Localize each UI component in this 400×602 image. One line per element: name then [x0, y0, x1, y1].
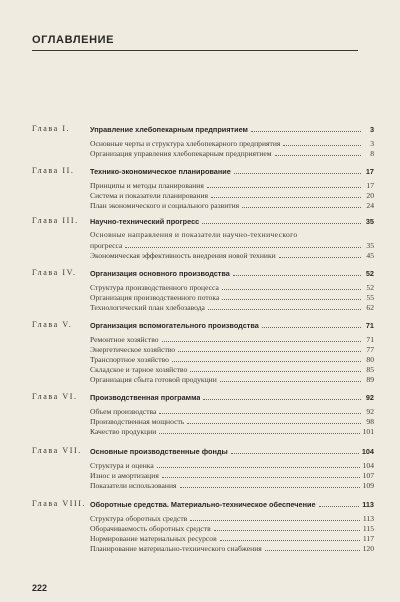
- section-text: Организация сбыта готовой продукции: [90, 375, 217, 384]
- page-ref: 35: [366, 241, 374, 250]
- page-ref: 109: [362, 481, 374, 490]
- dot-leader: [234, 173, 361, 174]
- dot-leader: [208, 309, 361, 310]
- section-entry[interactable]: [90, 250, 374, 260]
- section-text: Складское и тарное хозяйство: [90, 365, 188, 374]
- section-entry[interactable]: [90, 334, 374, 344]
- section-entry[interactable]: [90, 148, 374, 158]
- page-ref: 3: [370, 139, 374, 148]
- heading-text: Производственная программа: [90, 393, 201, 402]
- dot-leader: [283, 145, 361, 146]
- dot-leader: [157, 467, 360, 468]
- section-text: Структура оборотных средств: [90, 514, 188, 523]
- dot-leader: [159, 433, 359, 434]
- section-text: Нормирование материальных ресурсов: [90, 534, 217, 543]
- chapter-heading[interactable]: [90, 166, 374, 176]
- heading-text: Управление хлебопекарным предприятием: [90, 125, 248, 134]
- section-entry[interactable]: [90, 480, 374, 490]
- page-ref: 17: [366, 181, 374, 190]
- section-text: План экономического и социального развития: [90, 201, 240, 210]
- page-ref: 89: [366, 375, 374, 384]
- chapter-label: Глава V.: [32, 320, 73, 329]
- section-text: Планирование материально-технического снабжения: [90, 544, 262, 553]
- heading-text: Оборотные средства. Материально-техническое обеспечение: [90, 500, 316, 509]
- section-entry[interactable]: [90, 282, 374, 292]
- dot-leader: [172, 361, 361, 362]
- page-ref: 71: [365, 321, 374, 330]
- dot-leader: [125, 247, 361, 248]
- section-entry[interactable]: [90, 470, 374, 480]
- section-text: Организация производственного потока: [90, 293, 220, 302]
- page-ref: 20: [366, 191, 374, 200]
- page-ref: 52: [365, 269, 374, 278]
- section-text: Технологический план хлебозавода: [90, 303, 205, 312]
- dot-leader: [207, 187, 361, 188]
- section-text: Структура производственного процесса: [90, 283, 219, 292]
- section-text: Система и показатели планирования: [90, 191, 209, 200]
- dot-leader: [279, 257, 361, 258]
- heading-text: Технико-экономическое планирование: [90, 167, 231, 176]
- heading-text: Научно-технический прогресс: [90, 217, 200, 226]
- page-ref: 85: [366, 365, 374, 374]
- chapter-heading[interactable]: [90, 216, 374, 226]
- page-ref: 71: [366, 335, 374, 344]
- dot-leader: [275, 155, 361, 156]
- dot-leader: [190, 371, 361, 372]
- section-entry[interactable]: [90, 292, 374, 302]
- section-entry[interactable]: [90, 374, 374, 384]
- page-ref: 80: [366, 355, 374, 364]
- heading-text: Организация вспомогательного производства: [90, 321, 259, 330]
- chapter-heading[interactable]: [90, 499, 374, 509]
- dot-leader: [319, 506, 360, 507]
- section-entry[interactable]: [90, 533, 374, 543]
- section-entry[interactable]: [90, 364, 374, 374]
- section-entry[interactable]: [90, 200, 374, 210]
- section-text: Транспортное хозяйство: [90, 355, 169, 364]
- dot-leader: [159, 413, 361, 414]
- page-ref: 55: [366, 293, 374, 302]
- section-entry[interactable]: [90, 406, 374, 416]
- dot-leader: [162, 341, 361, 342]
- page-ref: 98: [366, 417, 374, 426]
- page-ref: 104: [362, 461, 374, 470]
- dot-leader: [202, 223, 361, 224]
- chapter-heading[interactable]: [90, 320, 374, 330]
- section-text: Энергетическое хозяйство: [90, 345, 176, 354]
- dot-leader: [222, 299, 361, 300]
- dot-leader: [220, 381, 361, 382]
- dot-leader: [214, 530, 360, 531]
- chapter-heading[interactable]: [90, 446, 374, 456]
- section-text: Принципы и методы планирования: [90, 181, 204, 190]
- dot-leader: [233, 275, 361, 276]
- chapter-label: Глава VIII.: [32, 499, 87, 508]
- section-text: прогресса: [90, 241, 123, 250]
- section-text: Производственная мощность: [90, 417, 185, 426]
- dot-leader: [265, 550, 360, 551]
- page-ref: 104: [361, 447, 374, 456]
- section-text: Организация управления хлебопекарным предприятием: [90, 149, 272, 158]
- section-text: Объем производства: [90, 407, 157, 416]
- page-ref: 113: [362, 514, 374, 523]
- page-ref: 115: [362, 524, 374, 533]
- page-ref: 92: [365, 393, 374, 402]
- section-entry[interactable]: [90, 460, 374, 470]
- section-entry[interactable]: [90, 354, 374, 364]
- heading-text: Организация основного производства: [90, 269, 230, 278]
- section-entry[interactable]: [90, 416, 374, 426]
- section-text: Экономическая эффективность внедрения новой техники: [90, 251, 276, 260]
- dot-leader: [262, 327, 361, 328]
- dot-leader: [251, 131, 361, 132]
- heading-text: Основные производственные фонды: [90, 447, 228, 456]
- chapter-label: Глава II.: [32, 166, 75, 175]
- section-entry[interactable]: [90, 180, 374, 190]
- dot-leader: [222, 289, 361, 290]
- page-ref: 52: [366, 283, 374, 292]
- dot-leader: [180, 487, 360, 488]
- section-text: Оборачиваемость оборотных средств: [90, 524, 211, 533]
- page-title: ОГЛАВЛЕНИЕ: [32, 34, 115, 46]
- section-entry[interactable]: [90, 302, 374, 312]
- section-text: Структура и оценка: [90, 461, 154, 470]
- section-entry[interactable]: [90, 426, 374, 436]
- section-entry[interactable]: [90, 513, 374, 523]
- section-entry[interactable]: [90, 190, 374, 200]
- chapter-heading[interactable]: [90, 268, 374, 278]
- dot-leader: [190, 520, 360, 521]
- dot-leader: [187, 423, 361, 424]
- section-entry[interactable]: [90, 344, 374, 354]
- page-ref: 77: [366, 345, 374, 354]
- section-entry[interactable]: [90, 138, 374, 148]
- page-ref: 113: [362, 500, 374, 509]
- page-ref: 92: [366, 407, 374, 416]
- dot-leader: [211, 197, 361, 198]
- chapter-label: Глава I.: [32, 124, 71, 133]
- page-number: 222: [32, 583, 48, 593]
- chapter-label: Глава VII.: [32, 446, 82, 455]
- dot-leader: [203, 399, 361, 400]
- page-ref: 107: [362, 471, 374, 480]
- dot-leader: [242, 207, 361, 208]
- chapter-heading[interactable]: [90, 392, 374, 402]
- chapter-label: Глава IV.: [32, 268, 77, 277]
- page-ref: 35: [365, 217, 374, 226]
- dot-leader: [231, 453, 359, 454]
- dot-leader: [220, 540, 360, 541]
- chapter-label: Глава III.: [32, 216, 79, 225]
- chapter-heading[interactable]: [90, 124, 374, 134]
- page-ref: 117: [362, 534, 374, 543]
- page-ref: 101: [362, 427, 374, 436]
- page-ref: 120: [362, 544, 374, 553]
- page-ref: 45: [366, 251, 374, 260]
- section-entry-line1[interactable]: Основные направления и показатели научно-технического: [90, 230, 298, 239]
- section-entry[interactable]: [90, 240, 374, 250]
- section-text: Ремонтное хозяйство: [90, 335, 159, 344]
- section-text: Износ и амортизация: [90, 471, 159, 480]
- section-entry[interactable]: [90, 523, 374, 533]
- section-text: Качество продукции: [90, 427, 157, 436]
- dot-leader: [162, 477, 360, 478]
- page-ref: 3: [369, 125, 374, 134]
- page-ref: 17: [365, 167, 374, 176]
- page-ref: 62: [366, 303, 374, 312]
- page-ref: 24: [366, 201, 374, 210]
- section-entry[interactable]: [90, 543, 374, 553]
- section-text: Показатели использования: [90, 481, 177, 490]
- chapter-label: Глава VI.: [32, 392, 78, 401]
- dot-leader: [178, 351, 361, 352]
- section-text: Основные черты и структура хлебопекарного предприятия: [90, 139, 281, 148]
- page-ref: 8: [370, 149, 374, 158]
